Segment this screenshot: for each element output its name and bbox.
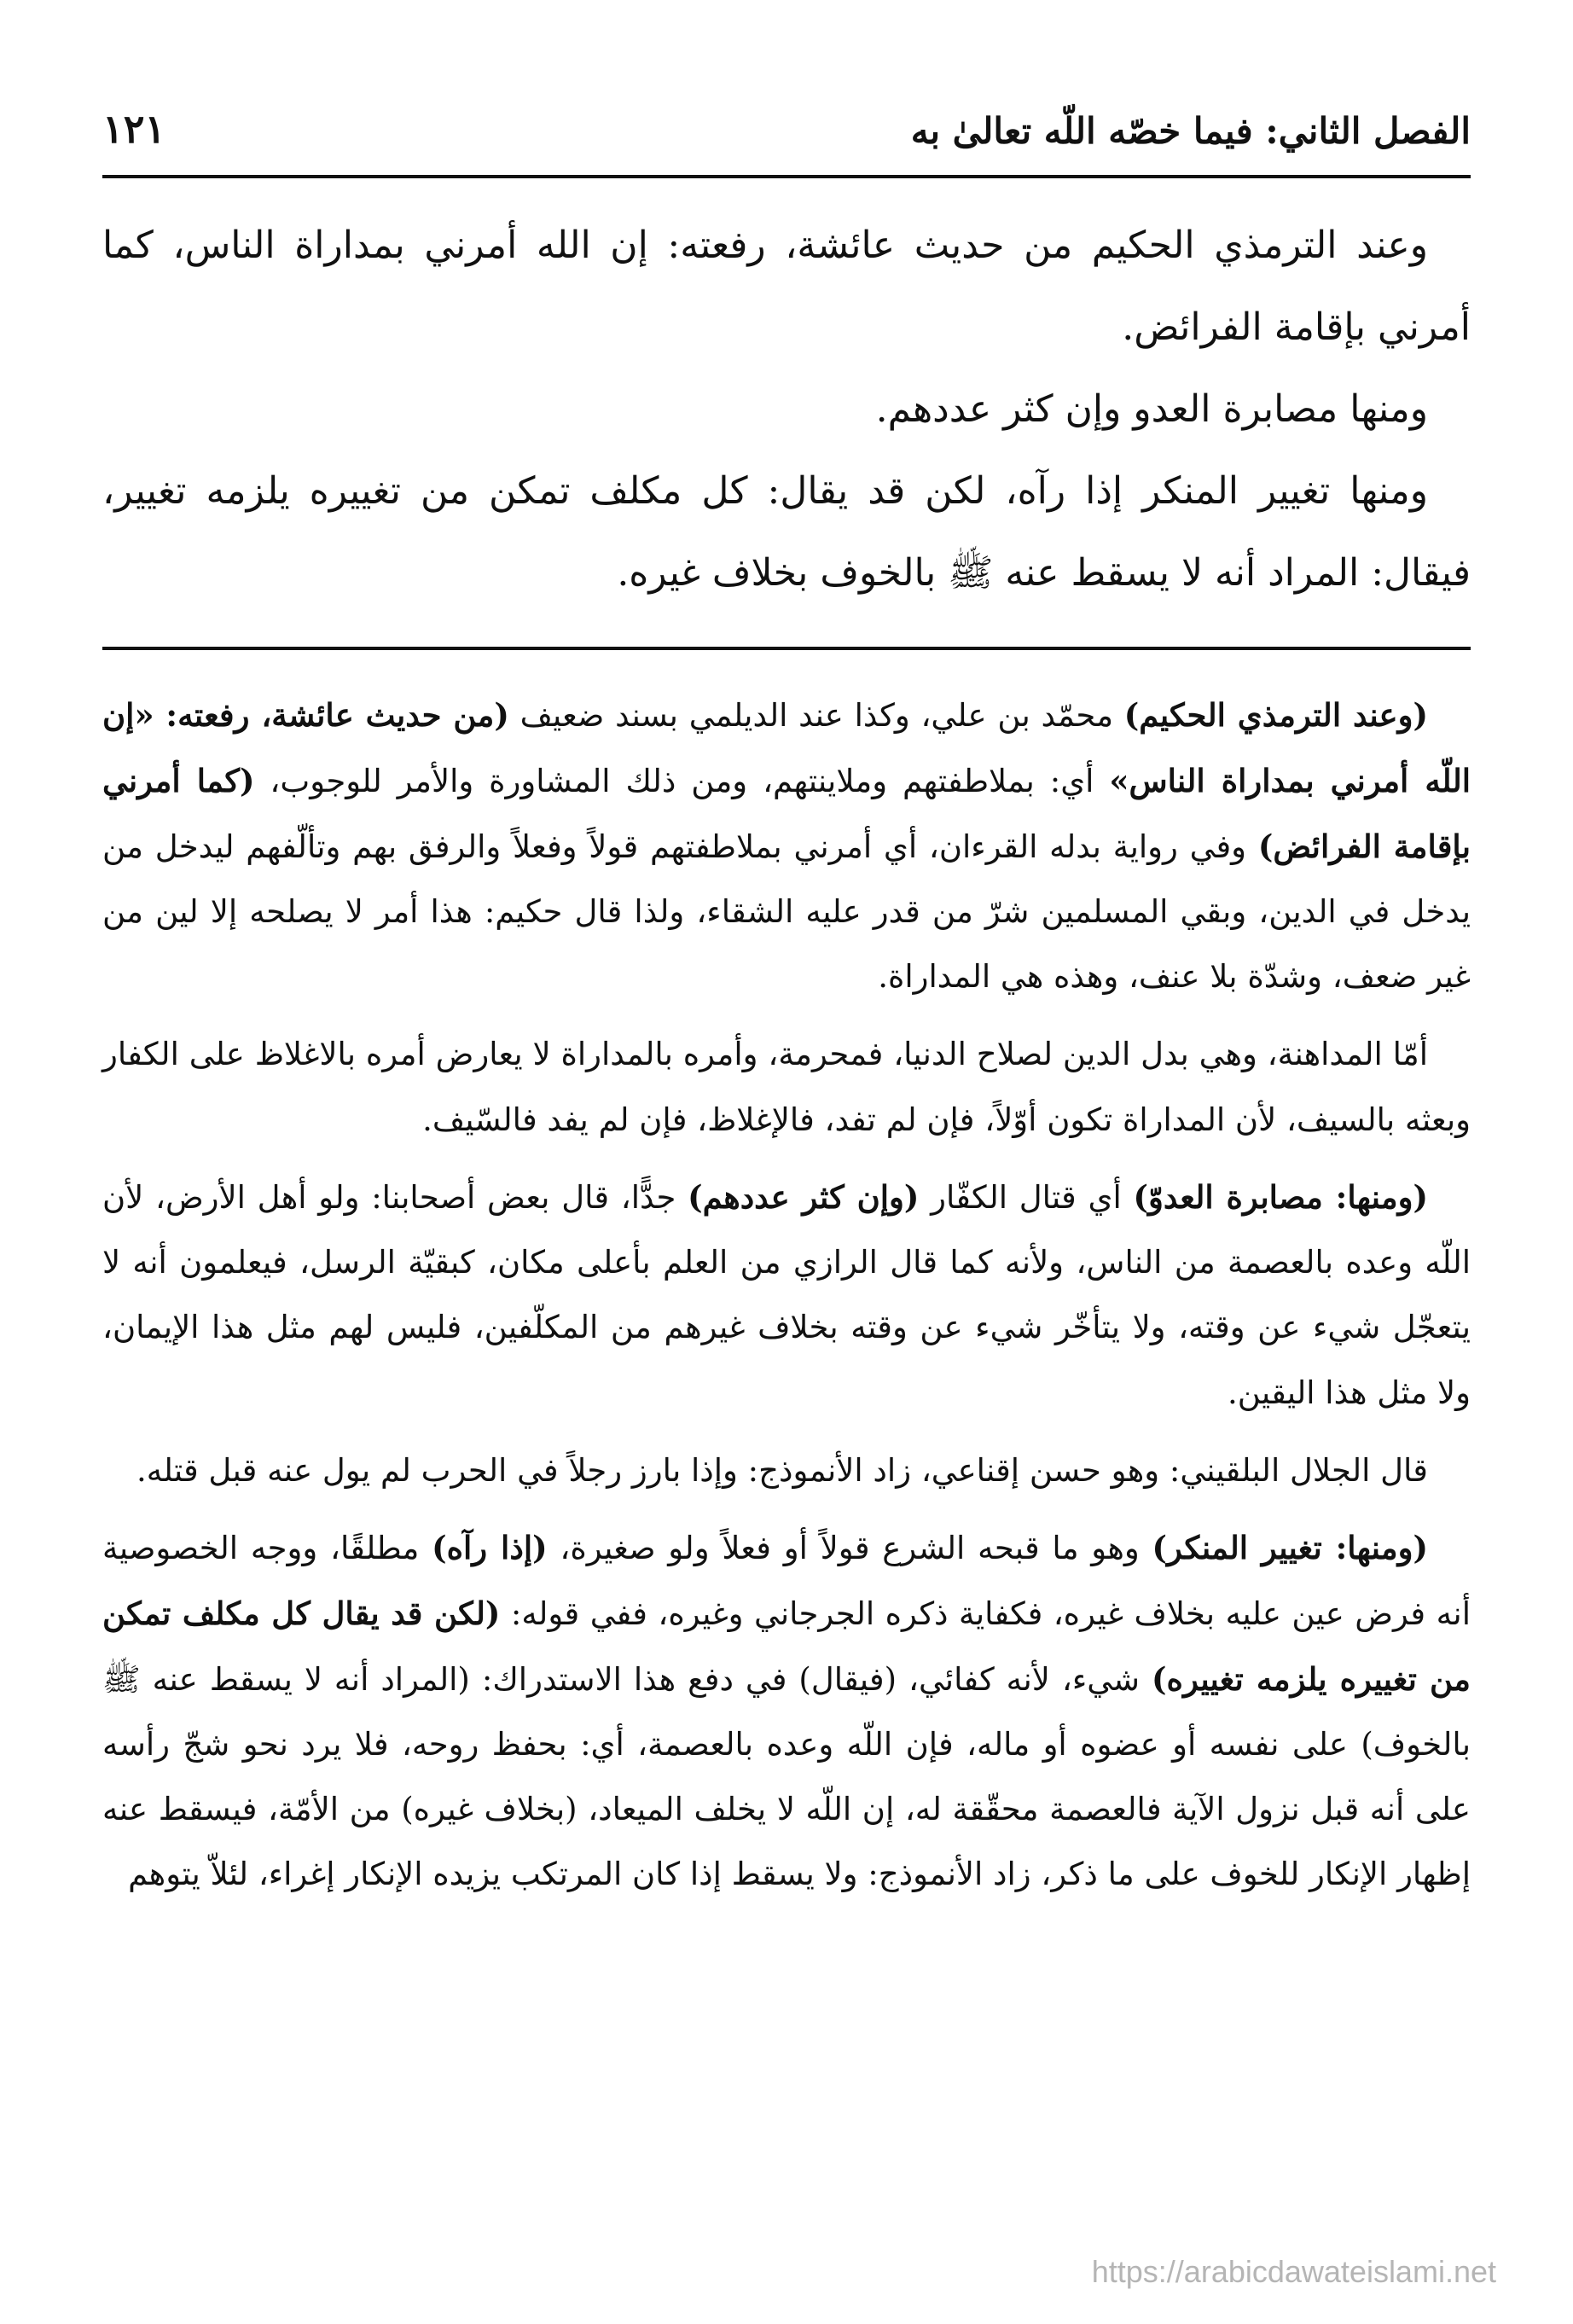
quoted-text: (كما أمرني بإقامة الفرائض) — [102, 762, 1471, 865]
page-header — [102, 75, 1471, 152]
commentary-separator-rule — [102, 647, 1471, 650]
main-text — [102, 205, 1471, 614]
commentary-text-run: وفي رواية بدله القرءان، أي أمرني بملاطفتهم قولاً وفعلاً والرفق بهم وتألّفهم ليدخل من يدخل في الدين، وبقي المسلمين شرّ من قدر عليه الشقاء، ولذا قال حكيم: هذا أمر لا يصلحه إلا لين من غير ضعف، وشدّة بلا عنف، وهذه هي المداراة. — [102, 828, 1471, 995]
watermark-url: https://arabicdawateislami.net — [1091, 2254, 1496, 2289]
commentary-text-run: جدًّا، قال بعض أصحابنا: ولو أهل الأرض، لأن اللّه وعده بالعصمة من الناس، ولأنه كما قال الرازي من العلم بأعلى مكان، كبقيّة الرسل، فيعلمون أنه لا يتعجّل شيء عن وقته، ولا يتأخّر شيء عن وقته بخلاف غيرهم من المكلّفين، فليس لهم مثل هذا الإيمان، ولا مثل هذا اليقين. — [102, 1179, 1471, 1411]
quoted-text: (ومنها: مصابرة العدوّ) — [1133, 1178, 1429, 1216]
quoted-text: (ومنها: تغيير المنكر) — [1152, 1529, 1428, 1566]
commentary-text-run: أي: بملاطفتهم وملاينتهم، ومن ذلك المشاورة والأمر للوجوب، — [254, 763, 1110, 799]
header-rule — [102, 175, 1471, 178]
commentary-text-run: محمّد بن علي، وكذا عند الديلمي بسند ضعيف — [508, 697, 1124, 734]
commentary-text-run: قال الجلال البلقيني: وهو حسن إقناعي، زاد الأنموذج: وإذا بارز رجلاً في الحرب لم يول عنه قبل قتله. — [136, 1452, 1428, 1489]
commentary-text-run: وهو ما قبحه الشرع قولاً أو فعلاً ولو صغيرة، — [547, 1530, 1152, 1566]
commentary-paragraph — [102, 1515, 1471, 1907]
quoted-text: (وعند الترمذي الحكيم) — [1123, 696, 1428, 734]
main-paragraph: ومنها مصابرة العدو وإن كثر عددهم. — [875, 387, 1428, 431]
quoted-text: (وإن كثر عددهم) — [688, 1178, 920, 1216]
commentary-text-run: أمّا المداهنة، وهي بدل الدين لصلاح الدنيا، فمحرمة، وأمره بالمداراة لا يعارض أمره بالاغلاظ على الكفار وبعثه بالسيف، لأن المداراة تكون أوّلاً، فإن لم تفد، فالإغلاظ، فإن لم يفد فالسّيف. — [102, 1036, 1471, 1138]
commentary-paragraph — [102, 683, 1471, 1009]
commentary-text-run: أي قتال الكفّار — [919, 1179, 1134, 1216]
commentary-text-run: شيء، لأنه كفائي، (فيقال) في دفع هذا الاستدراك: (المراد أنه لا يسقط عنه ﷺ بالخوف) على نفسه أو عضوه أو ماله، فإن اللّه وعده بالعصمة، أي: بحفظ روحه، فلا يرد نحو شجّ رأسه على أنه قبل نزول الآية فالعصمة محقّقة له، إن اللّه لا يخلف الميعاد، (بخلاف غيره) من الأمّة، فيسقط عنه إظهار الإنكار للخوف على ما ذكر، زاد الأنموذج: ولا يسقط إذا كان المرتكب يزيده الإنكار إغراء، لئلاّ يتوهم — [102, 1661, 1471, 1892]
main-paragraph: وعند الترمذي الحكيم من حديث عائشة، رفعته: إن الله أمرني بمداراة الناس، كما أمرني بإقامة الفرائض. — [102, 224, 1471, 349]
running-head: الفصل الثاني: فيما خصّه اللّه تعالىٰ به — [910, 110, 1471, 152]
quoted-text: (لكن قد يقال كل مكلف تمكن من تغييره يلزمه تغييره) — [102, 1595, 1471, 1698]
commentary-paragraph — [102, 1165, 1471, 1426]
quoted-text: (من حديث عائشة، رفعته: «إن اللّه أمرني بمداراة الناس» — [102, 696, 1471, 799]
commentary-paragraph — [102, 1438, 1471, 1503]
main-paragraph: ومنها تغيير المنكر إذا رآه، لكن قد يقال: كل مكلف تمكن من تغييره يلزمه تغيير، فيقال: المراد أنه لا يسقط عنه ﷺ بالخوف بخلاف غيره. — [102, 469, 1471, 595]
quoted-text: (إذا رآه) — [432, 1529, 548, 1566]
page-number: ١٢١ — [102, 106, 166, 152]
commentary-text — [102, 683, 1471, 1919]
commentary-paragraph — [102, 1021, 1471, 1153]
commentary-text-run: مطلقًا، ووجه الخصوصية أنه فرض عين عليه بخلاف غيره، فكفاية ذكره الجرجاني وغيره، ففي قوله: — [102, 1530, 1471, 1632]
